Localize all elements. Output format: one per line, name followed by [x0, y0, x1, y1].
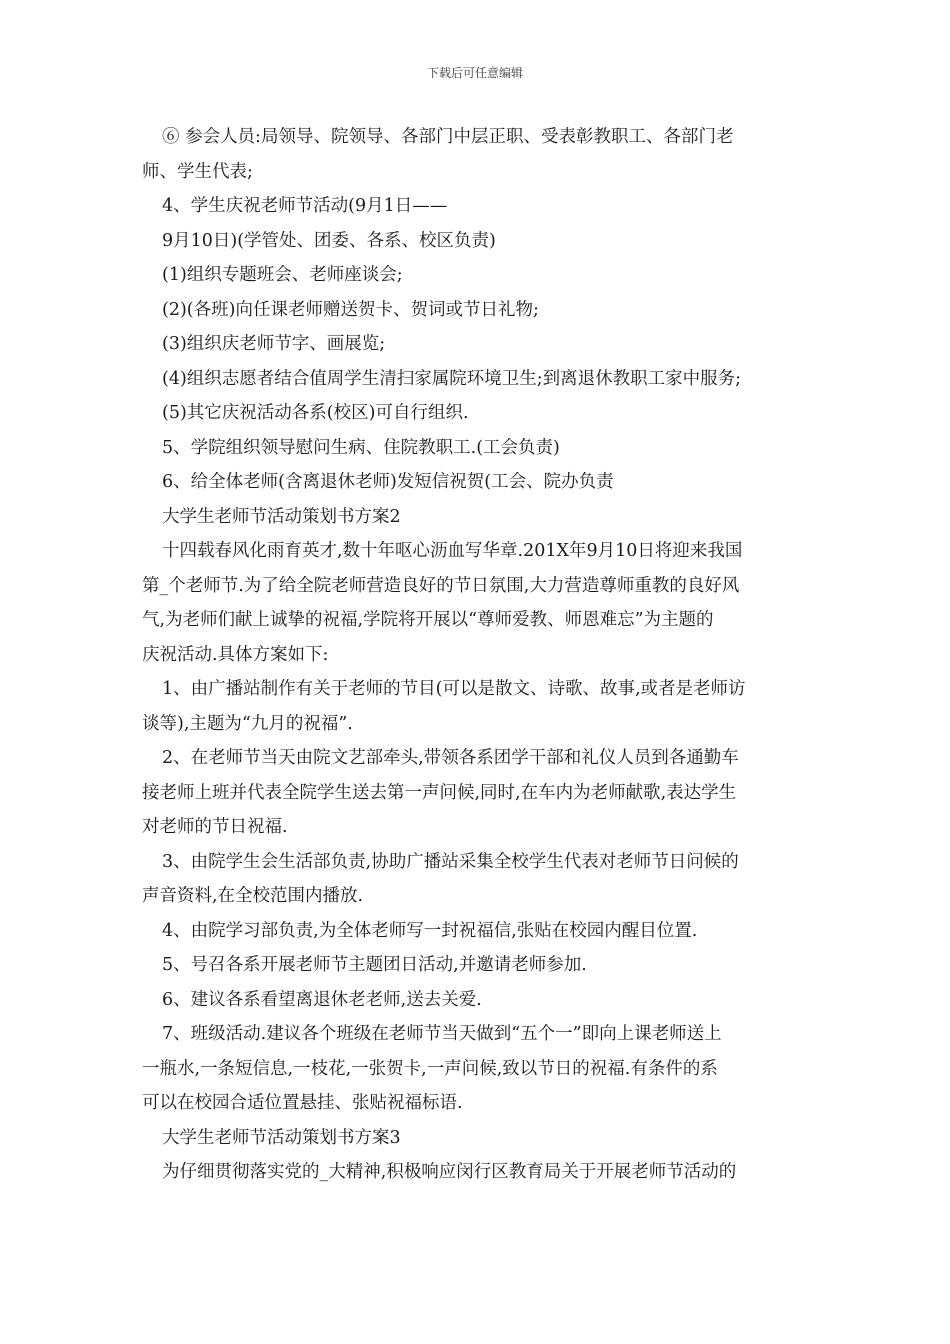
text-line: 2、在老师节当天由院文艺部牵头,带领各系团学干部和礼仪人员到各通勤车 [162, 748, 739, 768]
text-line: 9月10日)(学管处、团委、各系、校区负责) [162, 230, 496, 251]
text-line: 气,为老师们献上诚挚的祝福,学院将开展以“尊师爱教、师恩难忘”为主题的 [142, 610, 714, 630]
text-line: 谈等),主题为“九月的祝福”. [142, 713, 353, 734]
text-line: 十四载春风化雨育英才,数十年呕心沥血写华章.201X年9月10日将迎来我国 [162, 541, 743, 561]
text-line: 大学生老师节活动策划书方案3 [162, 1127, 401, 1148]
text-line: 第_个老师节.为了给全院老师营造良好的节日氛围,大力营造尊师重教的良好风 [142, 575, 740, 596]
text-line: 大学生老师节活动策划书方案2 [162, 506, 401, 527]
text-line: 接老师上班并代表全院学生送去第一声问候,同时,在车内为老师献歌,表达学生 [142, 782, 737, 803]
text-line: 庆祝活动.具体方案如下: [142, 644, 329, 665]
text-line: 声音资料,在全校范围内播放. [142, 886, 364, 906]
text-line: 4、学生庆祝老师节活动(9月1日—— [162, 196, 448, 216]
text-line: 7、班级活动.建议各个班级在老师节当天做到“五个一”即向上课老师送上 [162, 1024, 722, 1044]
text-line: 1、由广播站制作有关于老师的节目(可以是散文、诗歌、故事,或者是老师访 [162, 679, 746, 699]
header-note: 下载后可任意编辑 [426, 66, 523, 80]
text-line: 5、号召各系开展老师节主题团日活动,并邀请老师参加. [162, 955, 587, 975]
text-line: (5)其它庆祝活动各系(校区)可自行组织. [162, 403, 469, 423]
text-line: (4)组织志愿者结合值周学生清扫家属院环境卫生;到离退休教职工家中服务; [162, 368, 742, 389]
text-line: (1)组织专题班会、老师座谈会; [162, 265, 403, 285]
text-line: 3、由院学生会生活部负责,协助广播站采集全校学生代表对老师节日问候的 [162, 851, 739, 872]
document-body [142, 120, 810, 1190]
text-line: 4、由院学习部负责,为全体老师写一封祝福信,张贴在校园内醒目位置. [162, 920, 698, 941]
text-line: 为仔细贯彻落实党的_大精神,积极响应闵行区教育局关于开展老师节活动的 [162, 1162, 737, 1182]
text-line: 6、建议各系看望离退休老老师,送去关爱. [162, 989, 482, 1010]
text-line: (2)(各班)向任课老师赠送贺卡、贺词或节日礼物; [162, 299, 539, 320]
text-line: 对老师的节日祝福. [142, 817, 288, 837]
text-line: ⑥ 参会人员:局领导、院领导、各部门中层正职、受表彰教职工、各部门老 [162, 127, 734, 147]
text-line: 一瓶水,一条短信息,一枝花,一张贺卡,一声问候,致以节日的祝福.有条件的系 [142, 1058, 718, 1079]
text-line: 6、给全体老师(含离退休老师)发短信祝贺(工会、院办负责 [162, 472, 614, 492]
text-line: 师、学生代表; [142, 161, 253, 182]
text-line: (3)组织庆老师节字、画展览; [162, 334, 386, 354]
text-line: 5、学院组织领导慰问生病、住院教职工.(工会负责) [162, 437, 560, 458]
text-line: 可以在校园合适位置悬挂、张贴祝福标语. [142, 1093, 463, 1113]
